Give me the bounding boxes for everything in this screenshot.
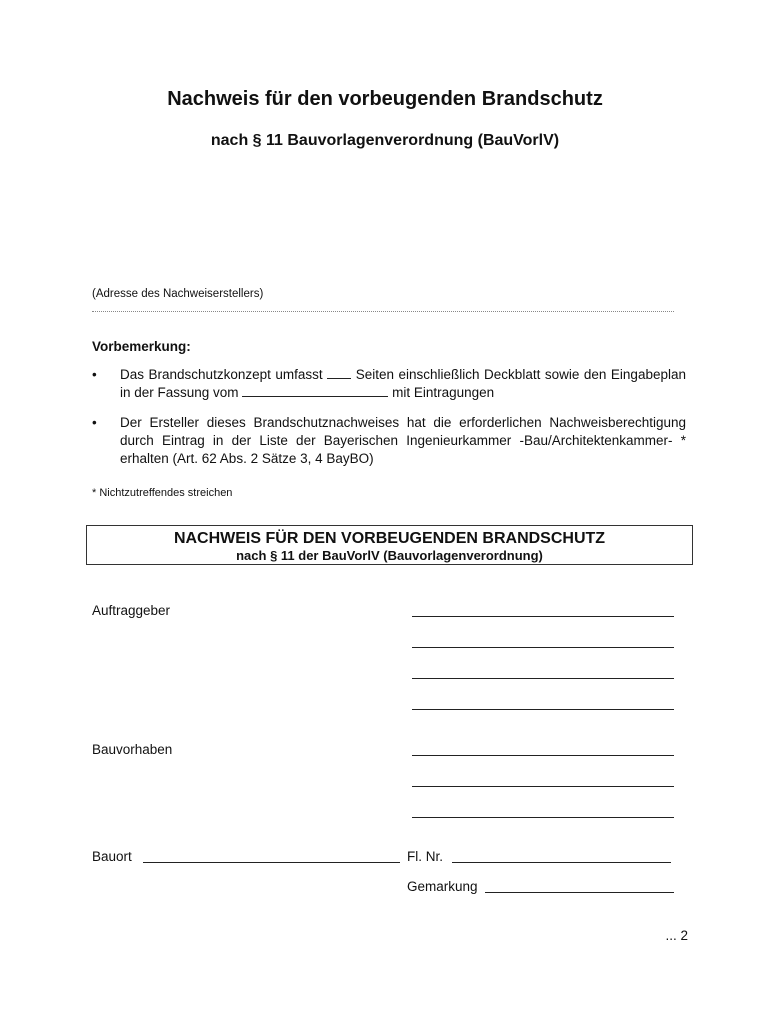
district-line[interactable] [485,892,674,893]
project-line-3[interactable] [412,817,674,818]
page-indicator: ... 2 [665,928,688,943]
location-label: Bauort [92,849,132,864]
plan-date-field[interactable] [242,384,388,397]
bullet-1-part-3: mit Eintragungen [392,385,495,400]
project-label: Bauvorhaben [92,742,173,757]
bullet-2-symbol: • [92,415,97,430]
document-title: Nachweis für den vorbeugenden Brandschutz [167,88,603,110]
client-line-2[interactable] [412,647,674,648]
section-title-box [86,525,693,565]
footnote: * Nichtzutreffendes streichen [92,487,233,499]
location-line[interactable] [143,862,400,863]
box-subtitle: nach § 11 der BauVorlV (Bauvorlagenverordnung) [236,548,543,563]
project-line-1[interactable] [412,755,674,756]
bullet-1-part-2: Seiten einschließlich Deckblatt sowie den Eingabeplan in der Fassung vom [120,367,686,400]
document-subtitle: nach § 11 Bauvorlagenverordnung (BauVorlV) [210,132,560,149]
address-label: (Adresse des Nachweiserstellers) [92,288,264,300]
client-line-4[interactable] [412,709,674,710]
box-title: NACHWEIS FÜR DEN VORBEUGENDEN BRANDSCHUTZ [173,530,606,547]
client-line-1[interactable] [412,616,674,617]
pages-count-field[interactable] [327,366,351,379]
address-divider [92,311,674,312]
parcel-label: Fl. Nr. [407,849,443,864]
bullet-1-symbol: • [92,367,97,382]
bullet-1-part-1: Das Brandschutzkonzept umfasst [120,367,323,382]
client-label: Auftraggeber [92,603,171,618]
remark-heading: Vorbemerkung: [92,339,191,354]
district-label: Gemarkung [407,879,478,894]
bullet-1-text [120,366,686,402]
parcel-line[interactable] [452,862,671,863]
bullet-2-text: Der Ersteller dieses Brandschutznachweises hat die erforderlichen Nachweisberechtigung durch Eintrag in der Liste der Bayerischen Ingenieurkammer -Bau/Architektenkammer- * erhalten (Art. 62 Abs. 2 Sätze 3, 4 BayBO) [120,415,686,466]
client-line-3[interactable] [412,678,674,679]
project-line-2[interactable] [412,786,674,787]
